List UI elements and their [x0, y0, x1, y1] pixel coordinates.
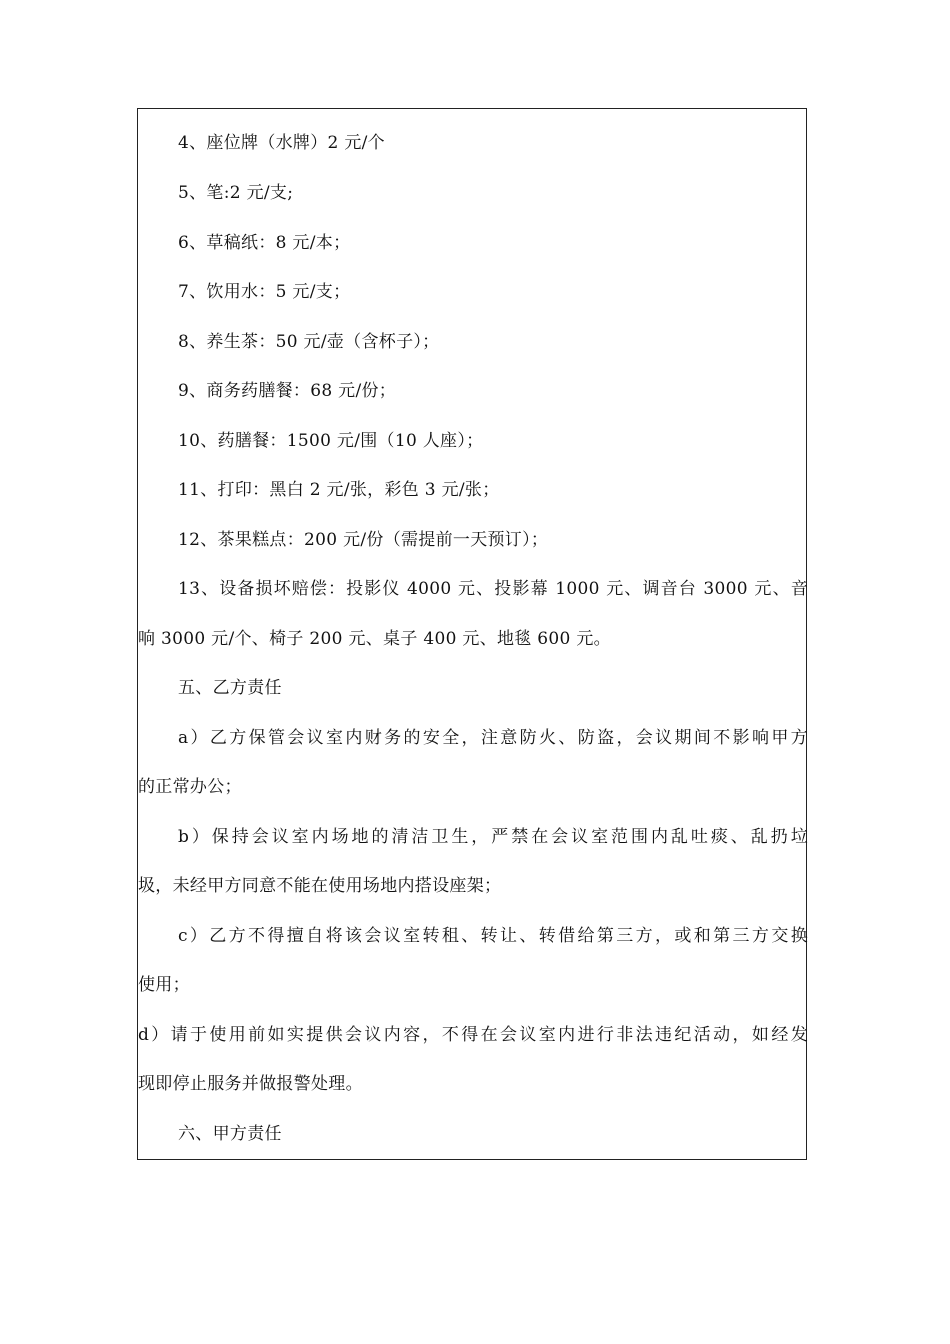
clause-c-line2: 使用；	[138, 975, 190, 995]
item-11-printing: 11、打印：黑白 2 元/张，彩色 3 元/张；	[178, 480, 500, 500]
item-9-business-meal: 9、商务药膳餐：68 元/份；	[178, 381, 397, 401]
item-13-damage-compensation-line1: 13、设备损坏赔偿：投影仪 4000 元、投影幕 1000 元、调音台 3000 元、音	[178, 579, 808, 599]
item-10-banquet-meal: 10、药膳餐：1500 元/围（10 人座）；	[178, 431, 484, 451]
clause-b-line1: b）保持会议室内场地的清洁卫生，严禁在会议室范围内乱吐痰、乱扔垃	[178, 827, 808, 847]
item-12-tea-snacks: 12、茶果糕点：200 元/份（需提前一天预订）；	[178, 530, 549, 550]
clause-a-line2: 的正常办公；	[138, 777, 242, 797]
clause-d-line2: 现即停止服务并做报警处理。	[138, 1074, 363, 1094]
item-7-drinking-water: 7、饮用水：5 元/支；	[178, 282, 351, 302]
item-5-pen: 5、笔:2 元/支;	[178, 183, 294, 203]
clause-b-line2: 圾，未经甲方同意不能在使用场地内搭设座架；	[138, 876, 502, 896]
item-6-draft-paper: 6、草稿纸：8 元/本；	[178, 233, 351, 253]
section-5-heading: 五、乙方责任	[178, 678, 282, 698]
item-13-damage-compensation-line2: 响 3000 元/个、椅子 200 元、桌子 400 元、地毯 600 元。	[138, 629, 611, 649]
item-4-seat-sign: 4、座位牌（水牌）2 元/个	[178, 133, 385, 153]
document-frame	[137, 108, 807, 1160]
clause-d-line1: d）请于使用前如实提供会议内容，不得在会议室内进行非法违纪活动，如经发	[138, 1025, 808, 1045]
item-8-health-tea: 8、养生茶：50 元/壶（含杯子）；	[178, 332, 440, 352]
section-6-heading: 六、甲方责任	[178, 1124, 282, 1144]
clause-a-line1: a）乙方保管会议室内财务的安全，注意防火、防盗，会议期间不影响甲方	[178, 728, 808, 748]
clause-c-line1: c）乙方不得擅自将该会议室转租、转让、转借给第三方，或和第三方交换	[178, 926, 808, 946]
